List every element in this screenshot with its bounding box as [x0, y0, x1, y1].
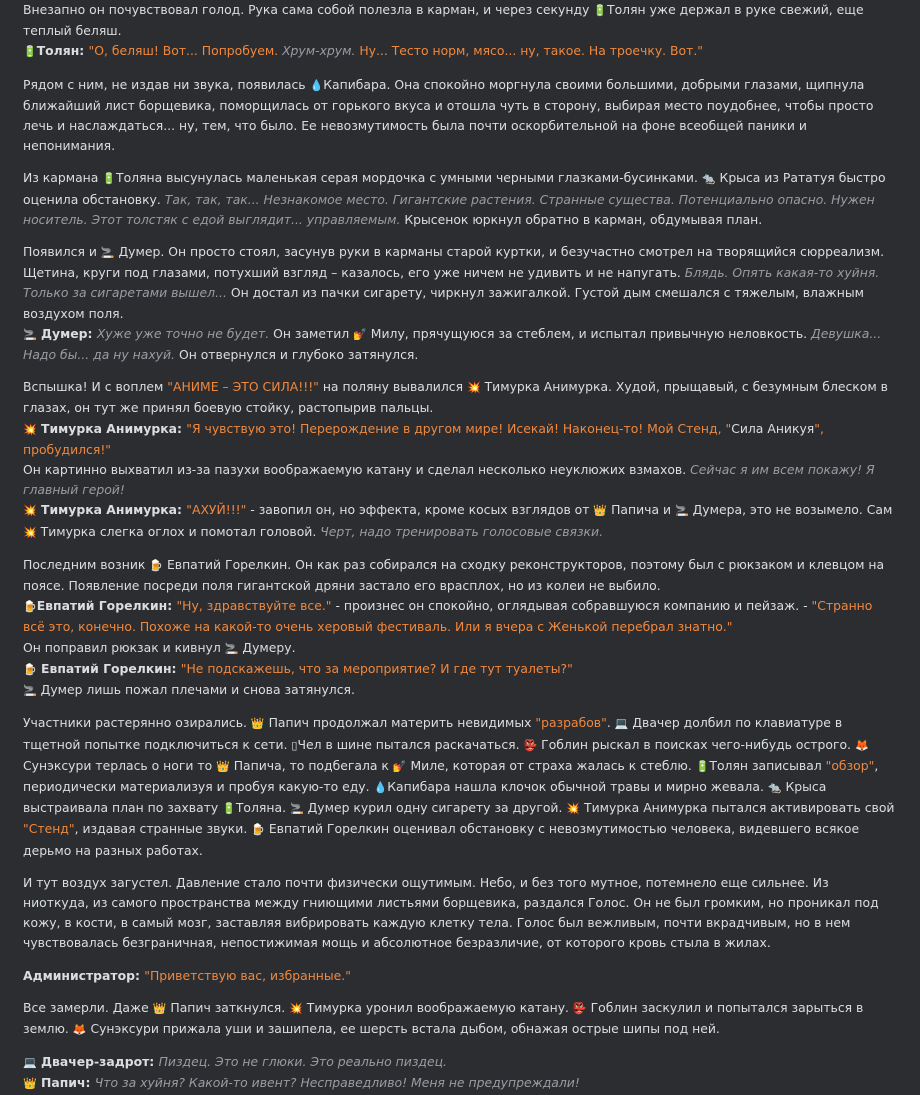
paragraph — [23, 873, 898, 954]
narration-text: Тимурка слегка оглох и помотал головой. — [36, 523, 321, 539]
narration-text: - завопил он, но эффекта, кроме косых взглядов от — [246, 502, 594, 518]
dialogue-quote: "Не подскажешь, что за мероприятие? И где тут туалеты?" — [180, 660, 573, 676]
narration-text: Евпатий Горелкин. Он как раз собирался на сходку реконструкторов, поэтому был с рюкзаком и клевцом на поясе. Появление посреди поля гигантской дряни застало его врасплох, но из колеи не выбило. — [23, 556, 885, 594]
narration-text: Папич заткнулся. — [166, 999, 290, 1015]
narration-text: Думера, это не возымело. Сам — [688, 502, 893, 518]
character-emoji-icon: 💅 — [392, 759, 407, 773]
narration-text: Милу, прячущуюся за стеблем, и испытал привычную неловкость. — [366, 325, 812, 341]
speaker-name: Думер: — [36, 325, 97, 341]
narration-text: Евпатий Горелкин оценивал обстановку с невозмутимостью человека, видевшего всякое дерьмо на разных работах. — [23, 821, 860, 858]
character-emoji-icon: 💧 — [309, 78, 324, 92]
paragraph — [23, 377, 898, 543]
text-line — [23, 1073, 898, 1094]
character-emoji-icon: 💧 — [373, 780, 388, 794]
character-emoji-icon: 💥 — [23, 504, 37, 518]
narration-text: на поляну вывалился — [318, 379, 467, 395]
character-emoji-icon: 👑 — [593, 504, 608, 518]
narration-text: Внезапно он почувствовал голод. Рука сама собой полезла в карман, и через секунду — [23, 2, 594, 17]
text-line — [23, 638, 898, 659]
text-line — [23, 680, 898, 701]
character-emoji-icon: 💥 — [23, 422, 37, 436]
character-emoji-icon: 🔋 — [23, 45, 37, 59]
dialogue-quote: Ну... Тесто норм, мясо... ну, такое. На троечку. Вот." — [355, 43, 703, 59]
narration-text: Появился и — [23, 244, 101, 260]
text-line — [23, 713, 898, 860]
narration-text: Он отвернулся и глубоко затянулся. — [175, 347, 419, 363]
narration-text: Сунэксури прижала уши и зашипела, ее шерсть встала дыбом, обнажая острые шипы под ней. — [86, 1020, 720, 1036]
narration-text: Он картинно выхватил из-за пазухи воображаемую катану и сделал несколько неуклюжих взмахов. — [23, 462, 691, 478]
text-line — [23, 596, 898, 637]
character-emoji-icon: 🔋 — [222, 802, 236, 816]
text-line — [23, 998, 898, 1040]
narration-text: Из кармана — [23, 170, 103, 186]
character-emoji-icon: 🔋 — [102, 172, 117, 186]
dialogue-quote: "О, беляш! Вот... Попробуем. — [88, 43, 283, 59]
narration-text: Чел в шине пытался раскачаться. — [297, 736, 524, 752]
narration-text: Тимурка уронил воображаемую катану. — [302, 999, 573, 1015]
dialogue-quote: "Стенд" — [23, 821, 75, 837]
narration-text: И тут воздух загустел. Давление стало почти физически ощутимым. Небо, и без того мутное, потемнело еще сильнее. Из ниоткуда, из самого пространства между гниющими листьями борщевика, раздался Голос. Он не был громким, но проникал под кожу, в кости, в самый мозг, заставляя вибрировать каждую клетку тела. Голос был вежливым, почти вкрадчивым, но в нем чувствовалась безграничная, непостижимая мощь и абсолютное безразличие, от которого кровь стыла в жилах. — [23, 874, 879, 951]
narration-text: Крыса из Рататуя быстро оценила обстановку. — [23, 170, 886, 207]
paragraph — [23, 168, 898, 230]
text-line — [23, 555, 898, 596]
paragraph — [23, 998, 898, 1040]
dialogue-quote: "АНИМЕ – ЭТО СИЛА!!!" — [167, 379, 319, 395]
speaker-name: Толян: — [36, 43, 89, 59]
character-emoji-icon: 🦊 — [854, 738, 869, 752]
narration-text: Толяна высунулась маленькая серая мордочка с умными черными глазками-бусинками. — [116, 170, 702, 186]
narration-text: Он заметил — [269, 325, 354, 341]
dialogue-quote: "разрабов" — [535, 715, 607, 731]
paragraph — [23, 0, 898, 63]
dialogue-quote: "Ну, здравствуйте все." — [176, 598, 332, 614]
paragraph — [23, 75, 898, 157]
thought-text: Хрум-хрум. — [282, 43, 356, 59]
narration-text: , периодически материализуя и пробуя какую-то еду. — [23, 757, 879, 794]
character-emoji-icon: 💥 — [566, 802, 581, 816]
character-emoji-icon: 🚬 — [674, 504, 689, 518]
character-emoji-icon: 💅 — [353, 327, 367, 341]
character-emoji-icon: 👑 — [152, 1001, 167, 1015]
text-line — [23, 460, 898, 500]
narration-text: Участники растерянно озирались. — [23, 715, 251, 731]
thought-text: Блядь. Опять какая-то хуйня. Только за сигаретами вышел... — [23, 265, 880, 301]
character-emoji-icon: 💥 — [23, 525, 37, 539]
character-emoji-icon: 🚬 — [23, 684, 37, 698]
character-emoji-icon: 🚬 — [289, 802, 304, 816]
paragraph — [23, 242, 898, 365]
character-emoji-icon: 🍺 — [251, 823, 265, 837]
speaker-name: Администратор: — [23, 967, 145, 983]
narration-text: Он поправил рюкзак и кивнул — [23, 639, 225, 655]
text-line — [23, 419, 898, 460]
narration-text: , издавая странные звуки. — [74, 821, 252, 837]
character-emoji-icon: 👑 — [216, 759, 230, 773]
narration-text: Вспышка! И с воплем — [23, 379, 168, 395]
thought-text: Черт, надо тренировать голосовые связки. — [320, 523, 604, 539]
narration-text: Крыса выстраивала план по захвату — [23, 778, 827, 816]
thought-text: Пиздец. Это не глюки. Это реально пиздец. — [158, 1054, 447, 1070]
character-emoji-icon: 🚬 — [23, 327, 37, 341]
speaker-name: Двачер-задрот: — [36, 1054, 159, 1070]
paragraph — [23, 966, 898, 986]
narration-text: Крысенок юркнул обратно в карман, обдумывая план. — [400, 211, 763, 227]
narration-text: Капибара. Она спокойно моргнула своими большими, добрыми глазами, щипнула ближайший лист борщевика, поморщилась от горького вкуса и отошла чуть в сторону, выбирая место поудобнее, чтобы просто лечь и наслаждаться... ну, тем, что было. Ее невозмутимость была почти оскорбительной на фоне всеобщей паники и непонимания. — [23, 76, 874, 154]
character-emoji-icon: 👑 — [250, 717, 265, 731]
narration-text: Папича, то подбегала к — [229, 757, 393, 773]
speaker-name: Тимурка Анимурка: — [36, 502, 187, 518]
text-line — [23, 500, 898, 542]
character-emoji-icon: 🐀 — [767, 780, 782, 794]
narration-text: Тимурка Анимурка. Худой, прыщавый, с безумным блеском в глазах, он тут же принял боевую стойку, растопырив пальцы. — [23, 379, 888, 416]
narration-text: Рядом с ним, не издав ни звука, появилась — [23, 76, 310, 92]
narration-text: Папич продолжал материть невидимых — [264, 715, 536, 731]
character-emoji-icon: 🚬 — [224, 641, 239, 655]
text-line — [23, 966, 898, 986]
narration-text: Все замерли. Даже — [23, 999, 153, 1015]
character-emoji-icon: 🦊 — [72, 1022, 87, 1036]
speaker-name: Евпатий Горелкин: — [36, 598, 177, 614]
speaker-name: Папич: — [36, 1075, 95, 1091]
narration-text: Толяна. — [235, 800, 290, 816]
narration-text: Толян записывал — [709, 757, 826, 773]
narration-text: Двачер долбил по клавиатуре в тщетной попытке подключиться к сети. — [23, 715, 843, 752]
text-line — [23, 75, 898, 157]
text-line — [23, 41, 898, 62]
narration-text: Думер лишь пожал плечами и снова затянулся. — [36, 682, 355, 698]
narration-text: Думер курил одну сигарету за другой. — [303, 800, 567, 816]
character-emoji-icon: 🍺 — [23, 662, 37, 676]
dialogue-quote: "Я чувствую это! Перерождение в другом мире! Исекай! Наконец-то! Мой Стенд, " — [186, 420, 732, 436]
narration-text: Думер. Он просто стоял, засунув руки в карманы старой куртки, и безучастно смотрел на творящийся сюрреализм. Щетина, круги под глазами, потухший взгляд – казалось, его уже ничем не удивить и не напугать. — [23, 244, 885, 281]
narration-text: Миле, которая от страха жалась к стеблю. — [406, 757, 696, 773]
narration-text: Сила Аникуя — [731, 420, 815, 436]
thought-text: Сейчас я им всем покажу! Я главный герой! — [23, 462, 875, 498]
character-emoji-icon: 🍺 — [23, 600, 37, 614]
narration-text: Капибара нашла клочок обычной травы и мирно жевала. — [387, 778, 768, 794]
dialogue-quote: "АХУЙ!!!" — [186, 502, 247, 518]
thought-text: Хуже уже точно не будет. — [96, 325, 270, 341]
character-emoji-icon: 🚬 — [100, 246, 115, 260]
character-emoji-icon: 🔋 — [695, 759, 710, 773]
thought-text: Что за хуйня? Какой-то ивент? Несправедливо! Меня не предупреждали! — [94, 1075, 580, 1091]
thought-text: Так, так, так... Незнакомое место. Гигантские растения. Странные существа. Потенциально опасно. Нужен носитель. Этот толстяк с едой выглядит... управляемым. — [23, 191, 875, 227]
character-emoji-icon: ▯ — [291, 738, 298, 752]
character-emoji-icon: 👺 — [523, 738, 538, 752]
text-line — [23, 0, 898, 41]
text-line — [23, 659, 898, 680]
dialogue-quote: ", пробудился!" — [23, 420, 824, 457]
narration-text: Тимурка Анимурка пытался активировать свой — [580, 800, 895, 816]
speaker-name: Евпатий Горелкин: — [36, 660, 181, 676]
narration-text: Гоблин рыскал в поисках чего-нибудь острого. — [537, 736, 855, 752]
narration-text: Толян уже держал в руке свежий, еще теплый беляш. — [23, 2, 864, 39]
character-emoji-icon: 💻 — [614, 717, 629, 731]
character-emoji-icon: 🔋 — [593, 4, 608, 17]
narration-text: - произнес он спокойно, оглядывая собравшуюся компанию и пейзаж. - — [331, 598, 812, 614]
narration-text: Сунэксури терлась о ноги то — [23, 757, 217, 773]
character-emoji-icon: 💥 — [289, 1001, 303, 1015]
dialogue-quote: "обзор" — [825, 757, 875, 773]
character-emoji-icon: 👺 — [572, 1001, 587, 1015]
character-emoji-icon: 🍺 — [149, 558, 164, 572]
dialogue-quote: "Приветствую вас, избранные." — [144, 967, 351, 983]
narration-text: Гоблин заскулил и попытался зарыться в землю. — [23, 999, 864, 1036]
text-line — [23, 1052, 898, 1073]
character-emoji-icon: 💻 — [23, 1056, 37, 1070]
narration-text: . — [606, 715, 615, 731]
text-line — [23, 377, 898, 418]
narration-text: Он достал из пачки сигарету, чиркнул зажигалкой. Густой дым смешался с тяжелым, влажным воздухом поля. — [23, 285, 864, 321]
narration-text: Думеру. — [238, 639, 296, 655]
thought-text: Девушка... Надо бы... да ну нахуй. — [23, 325, 882, 363]
character-emoji-icon: 🐀 — [701, 172, 716, 186]
text-line — [23, 324, 898, 365]
text-line — [23, 873, 898, 954]
speaker-name: Тимурка Анимурка: — [36, 420, 187, 436]
narration-text: Папича и — [607, 502, 675, 518]
character-emoji-icon: 👑 — [23, 1077, 37, 1091]
text-line — [23, 168, 898, 230]
narration-text: Последним возник — [23, 556, 150, 572]
text-line — [23, 242, 898, 324]
paragraph — [23, 1052, 898, 1094]
paragraph — [23, 713, 898, 860]
dialogue-quote: "Странно всё это, конечно. Похоже на какой-то очень херовый фестиваль. Или я вчера с Женькой перебрал знатно." — [23, 598, 873, 635]
character-emoji-icon: 💥 — [466, 381, 481, 395]
paragraph — [23, 555, 898, 701]
